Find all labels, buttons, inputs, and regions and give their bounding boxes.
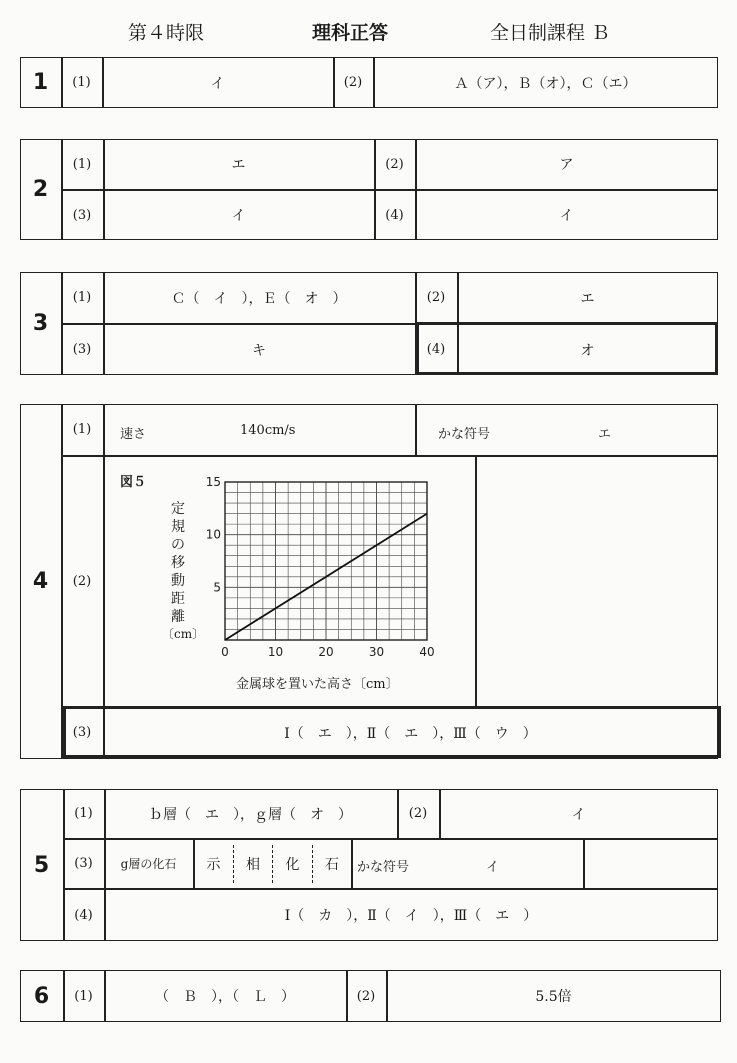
q1-answer2: Ａ（ア），Ｂ（オ），Ｃ（エ） (454, 75, 637, 92)
chart-x-label: 金属球を置いた高さ〔cm〕 (236, 677, 399, 692)
chart-y-label-char: 動 (171, 573, 185, 589)
q4-sub1-label: (1) (72, 422, 92, 437)
period-label: 第４時限 (128, 22, 205, 44)
q2-sub3-label: (3) (72, 207, 92, 223)
q2-answer1: エ (231, 157, 246, 173)
q4-sub2-label: (2) (72, 573, 92, 589)
q5-answer2: イ (571, 806, 586, 823)
q4-chart (190, 470, 450, 670)
chart-y-tick-label: 10 (205, 527, 221, 542)
chart-y-tick-label: 5 (213, 580, 221, 595)
q5-fossil-char-4: 石 (325, 856, 339, 873)
q3-answer1: Ｃ（ イ ），Ｅ（ オ ） (171, 290, 347, 307)
q3-sub4-label: (4) (426, 342, 446, 357)
chart-x-tick-label: 0 (221, 645, 229, 659)
chart-y-label-char: 離 (171, 609, 185, 625)
q1-answer1: イ (210, 75, 225, 92)
q3-sub1-label: (1) (72, 290, 92, 305)
q2-answer2: ア (559, 157, 574, 173)
q4-speed-value: 140cm/s (240, 423, 296, 438)
q5-fossil-char-3: 化 (285, 856, 300, 873)
chart-y-label-char: の (171, 537, 185, 553)
q2-answer3: イ (231, 208, 246, 224)
figure-label: 図５ (120, 475, 147, 490)
chart-y-label-char: 定 (171, 501, 185, 517)
chart-x-tick-label: 30 (368, 645, 385, 659)
chart-x-tick-label: 20 (318, 645, 334, 659)
q2-sub1-label: (1) (72, 156, 92, 172)
chart-y-label-char: 規 (171, 519, 185, 535)
q2-number: 2 (32, 177, 49, 202)
q3-sub2-label: (2) (426, 290, 446, 305)
q5-kana-label: かな符号 (357, 860, 410, 875)
chart-y-label-char: 距 (171, 591, 185, 607)
chart-x-tick-label: 10 (267, 645, 284, 659)
q5-answer4: Ⅰ（ カ ），Ⅱ（ イ ），Ⅲ（ エ ） (284, 908, 538, 924)
q6-number: 6 (33, 983, 50, 1009)
q5-kana-value: イ (486, 860, 500, 875)
q3-number: 3 (32, 311, 49, 336)
chart-y-unit: 〔cm〕 (162, 627, 205, 641)
chart-x-tick-label: 40 (419, 645, 435, 659)
q4-number: 4 (32, 569, 49, 594)
q5-answer1: ｂ層（ エ ），ｇ層（ オ ） (149, 806, 352, 823)
q5-sub4-label: (4) (74, 907, 93, 923)
q5-fossil-char-2: 相 (246, 856, 260, 873)
q2-answer4: イ (559, 208, 574, 224)
q1-sub1-label: (1) (72, 75, 91, 90)
q1-sub2-label: (2) (343, 75, 363, 90)
chart-y-label (168, 500, 188, 626)
q4-speed-label: 速さ (120, 427, 147, 442)
q4-sub3-label: (3) (72, 725, 92, 740)
q5-sub3-label: (3) (74, 856, 93, 871)
q5-fossil-char-1: 示 (206, 856, 221, 873)
q4-answer3: Ⅰ（ エ ），Ⅱ（ エ ），Ⅲ（ ウ ） (284, 725, 537, 742)
q3-answer2: エ (580, 290, 595, 307)
q6-answer1: （ Ｂ ），（ Ｌ ） (155, 989, 295, 1005)
q3-answer3: キ (252, 342, 266, 359)
q6-sub2-label: (2) (356, 988, 376, 1004)
q5-sub1-label: (1) (74, 806, 93, 821)
q5-sub2-label: (2) (408, 806, 428, 821)
q5-number: 5 (33, 852, 50, 878)
q2-sub2-label: (2) (385, 156, 404, 172)
chart-y-label-char: 移 (171, 555, 185, 571)
q4-kana-label: かな符号 (438, 427, 491, 442)
q4-kana-value: エ (598, 427, 612, 442)
page-title: 理科正答 (312, 22, 389, 44)
course-label: 全日制課程 Ｂ (490, 22, 611, 44)
q1-number: 1 (32, 70, 49, 95)
q2-sub4-label: (4) (385, 207, 404, 223)
q6-sub1-label: (1) (74, 988, 93, 1004)
chart-y-tick-label: 15 (205, 475, 221, 489)
q3-sub3-label: (3) (72, 342, 92, 357)
q3-answer4: オ (580, 342, 595, 359)
q5-fossil-label: g層の化石 (120, 857, 177, 871)
q6-answer2: 5.5倍 (535, 989, 572, 1005)
